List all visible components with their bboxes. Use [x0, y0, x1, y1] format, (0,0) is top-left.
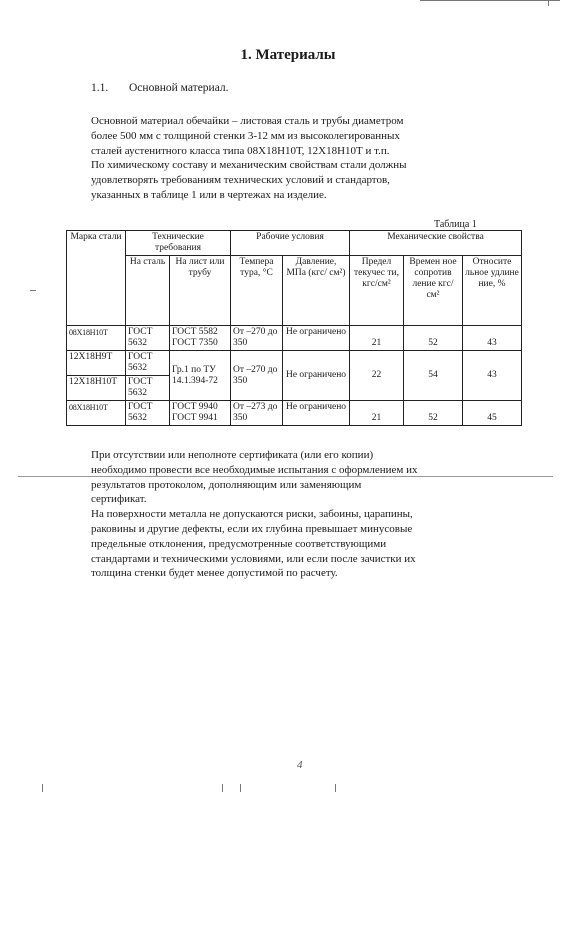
paragraph-line: указанных в таблице 1 или в чертежах на изделие. [91, 188, 327, 201]
page-title: 1. Материалы [240, 47, 336, 63]
cell-steel: ГОСТ 5632 [126, 376, 170, 401]
cell-temp: От –270 до 350 [231, 351, 283, 401]
cell-grade: 12Х18Н9Т [67, 351, 126, 376]
paragraph-line: При отсутствии или неполноте сертификата (или его копии) [91, 449, 374, 461]
scan-mark-left [30, 290, 36, 291]
cell-pressure: Не ограничено [283, 401, 350, 426]
scan-mark-bottom-1 [42, 784, 43, 792]
paragraph-line: По химическому составу и механическим свойствам стали должны [91, 159, 407, 172]
cell-steel: ГОСТ 5632 [126, 401, 170, 426]
cell-elong: 45 [463, 401, 522, 426]
cell-grade: 12Х18Н10Т [67, 376, 126, 401]
subsection-heading [91, 82, 229, 94]
cell-yield: 21 [350, 326, 404, 351]
header-sheet-pipe: На лист или трубу [170, 256, 231, 326]
scan-mark-bottom-4 [335, 784, 336, 792]
cell-elong: 43 [463, 351, 522, 401]
header-pressure: Давление, МПа (кгс/ см²) [283, 256, 350, 326]
table-row [67, 351, 522, 376]
materials-table [66, 230, 522, 426]
cell-elong: 43 [463, 326, 522, 351]
cell-tensile: 52 [404, 401, 463, 426]
header-mech: Механические свойства [350, 231, 522, 256]
cell-yield: 22 [350, 351, 404, 401]
table-row [67, 326, 522, 351]
cell-pressure: Не ограничено [283, 351, 350, 401]
header-tech-req: Технические требования [126, 231, 231, 256]
paragraph-line: раковины и другие дефекты, если их глубина превышает минусовые [91, 522, 413, 535]
cell-grade: 08Х18Н10Т [67, 326, 126, 351]
header-temp: Темпера тура, °С [231, 256, 283, 326]
paragraph-line: предельные отклонения, предусмотренные соответствующими [91, 537, 387, 550]
header-yield: Предел текучес ти, кгс/см² [350, 256, 404, 326]
scan-mark-top [420, 0, 560, 1]
cell-steel: ГОСТ 5632 [126, 326, 170, 351]
cell-grade: 08Х18Н10Т [67, 401, 126, 426]
cell-temp: От –273 до 350 [231, 401, 283, 426]
cell-tensile: 54 [404, 351, 463, 401]
cell-sheet: ГОСТ 5582 ГОСТ 7350 [170, 326, 231, 351]
cell-yield: 21 [350, 401, 404, 426]
header-grade: Марка стали [67, 231, 126, 326]
paragraph-line: результатов протоколом, дополняющим или заменяющим [91, 478, 362, 491]
paragraph-line: более 500 мм с толщиной стенки 3-12 мм из высоколегированных [91, 129, 400, 142]
header-working: Рабочие условия [231, 231, 350, 256]
header-elong: Относите льное удлине ние, % [463, 256, 522, 326]
cell-temp: От –270 до 350 [231, 326, 283, 351]
cell-sheet: ГОСТ 9940 ГОСТ 9941 [170, 401, 231, 426]
cell-steel: ГОСТ 5632 [126, 351, 170, 376]
scan-mark-bottom-3 [240, 784, 241, 792]
header-steel: На сталь [126, 256, 170, 326]
paragraph-line: стандартами и техническими условиями, или если после зачистки их [91, 552, 416, 565]
paragraph-certificate-defects [91, 448, 491, 581]
cell-tensile: 52 [404, 326, 463, 351]
paragraph-line: Основной материал обечайки – листовая сталь и трубы диаметром [91, 115, 404, 127]
cell-pressure: Не ограничено [283, 326, 350, 351]
paragraph-line: удовлетворять требованиям технических условий и стандартов, [91, 174, 390, 187]
table-caption: Таблица 1 [434, 219, 477, 230]
subsection-title: Основной материал. [129, 82, 229, 94]
paragraph-line: толщина стенки будет менее допустимой по расчету. [91, 567, 338, 580]
scan-mark-bottom-2 [222, 784, 223, 792]
header-tensile: Времен ное сопротив ление кгс/см² [404, 256, 463, 326]
paragraph-line: На поверхности металла не допускаются риски, забоины, царапины, [91, 508, 413, 521]
page-number: 4 [297, 759, 303, 771]
paragraph-line: сертификат. [91, 493, 147, 506]
paragraph-line: необходимо провести все необходимые испытания с оформлением их [91, 463, 418, 476]
table-row [67, 401, 522, 426]
paragraph-line: сталей аустенитного класса типа 08Х18Н10Т, 12Х18Н10Т и т.п. [91, 144, 390, 157]
paragraph-main-material [91, 114, 491, 203]
scan-mark-top-tick [548, 0, 549, 6]
cell-sheet: Гр.1 по ТУ 14.1.394-72 [170, 351, 231, 401]
subsection-number: 1.1. [91, 82, 109, 94]
